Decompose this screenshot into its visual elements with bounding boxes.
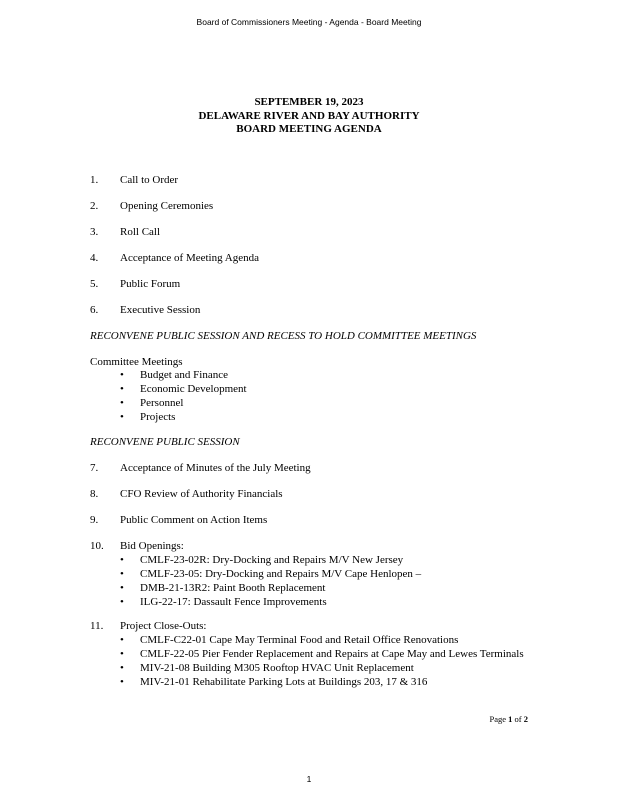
item-number: 2. <box>90 200 99 212</box>
list-item: • DMB-21-13R2: Paint Booth Replacement <box>118 582 421 596</box>
item-number: 4. <box>90 252 99 264</box>
item-label: Acceptance of Meeting Agenda <box>120 252 259 264</box>
item-label: Public Forum <box>120 278 181 290</box>
page-total: 2 <box>523 714 528 724</box>
item-number: 10. <box>90 540 104 552</box>
item-label: Project Close-Outs: <box>120 620 207 632</box>
item-label: Opening Ceremonies <box>120 200 214 212</box>
document-title: BOARD MEETING AGENDA <box>236 123 382 135</box>
closeout-list <box>118 634 524 690</box>
item-number: 8. <box>90 488 99 500</box>
bid-list <box>118 554 421 610</box>
list-item: • ILG-22-17: Dassault Fence Improvements <box>118 596 421 610</box>
list-item: • Projects <box>118 411 247 425</box>
item-number: 9. <box>90 514 99 526</box>
item-label: Bid Openings: <box>120 540 184 552</box>
reconvene-heading: RECONVENE PUBLIC SESSION <box>90 436 240 448</box>
committee-meetings-heading: Committee Meetings <box>90 356 183 368</box>
agenda-title-block <box>0 96 618 137</box>
page-current: 1 <box>508 714 513 724</box>
item-number: 11. <box>90 620 104 632</box>
organization-name: DELAWARE RIVER AND BAY AUTHORITY <box>198 109 420 122</box>
page-mid: of <box>512 714 524 724</box>
item-label: Call to Order <box>120 174 179 186</box>
list-item: • CMLF-22-05 Pier Fender Replacement and Repairs at Cape May and Lewes Terminals <box>118 648 524 662</box>
list-item: • CMLF-23-05: Dry-Docking and Repairs M/V Cape Henlopen – <box>118 568 421 582</box>
page-prefix: Page <box>489 714 509 724</box>
item-label: CFO Review of Authority Financials <box>120 488 283 500</box>
list-item: • CMLF-23-02R: Dry-Docking and Repairs M/V New Jersey <box>118 554 421 568</box>
committee-list <box>118 369 247 425</box>
item-number: 1. <box>90 174 99 186</box>
item-number: 5. <box>90 278 99 290</box>
item-label: Acceptance of Minutes of the July Meeting <box>120 462 311 474</box>
item-number: 6. <box>90 304 99 316</box>
list-item: • Personnel <box>118 397 247 411</box>
list-item: • CMLF-C22-01 Cape May Terminal Food and Retail Office Renovations <box>118 634 524 648</box>
footer-page-number: 1 <box>306 774 312 784</box>
item-number: 3. <box>90 226 99 238</box>
item-label: Roll Call <box>120 226 161 238</box>
list-item: • Economic Development <box>118 383 247 397</box>
reconvene-recess-heading: RECONVENE PUBLIC SESSION AND RECESS TO HOLD COMMITTEE MEETINGS <box>90 330 477 342</box>
item-label: Executive Session <box>120 304 201 316</box>
item-label: Public Comment on Action Items <box>120 514 268 526</box>
list-item: • Budget and Finance <box>118 369 247 383</box>
list-item: • MIV-21-01 Rehabilitate Parking Lots at Buildings 203, 17 & 316 <box>118 676 524 690</box>
item-number: 7. <box>90 462 99 474</box>
running-header: Board of Commissioners Meeting - Agenda - Board Meeting <box>196 17 422 27</box>
list-item: • MIV-21-08 Building M305 Rooftop HVAC Unit Replacement <box>118 662 524 676</box>
page-indicator <box>490 714 529 724</box>
meeting-date: SEPTEMBER 19, 2023 <box>254 96 364 108</box>
